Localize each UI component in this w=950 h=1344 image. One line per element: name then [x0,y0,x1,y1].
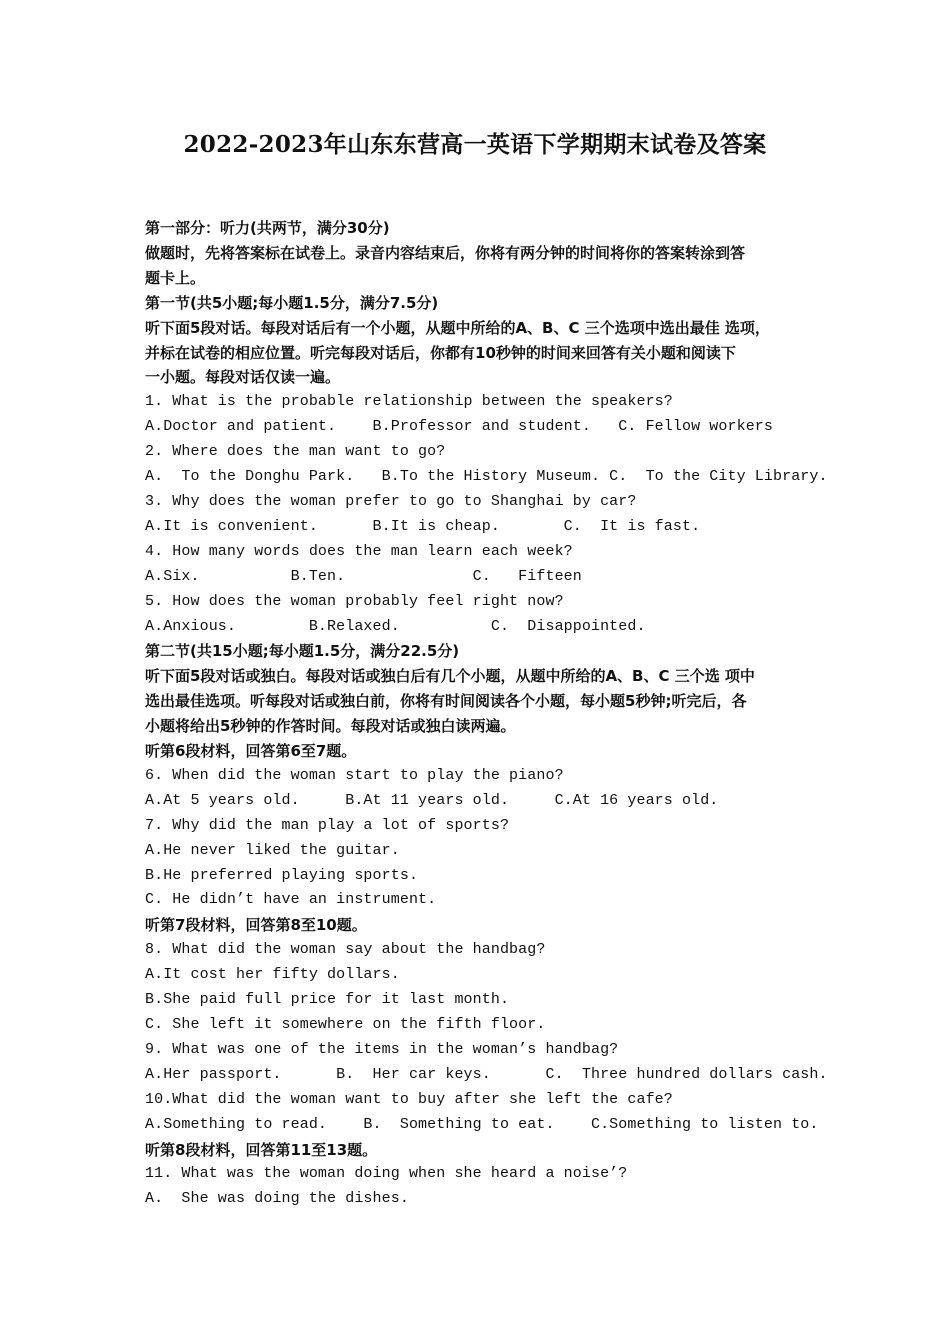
question-line: 9. What was one of the items in the woman’s handbag? [145,1040,619,1058]
question-line: C. He didn’t have an instrument. [145,891,437,909]
section-heading-line: 题卡上。 [145,268,206,287]
question-line: 6. When did the woman start to play the piano? [145,766,564,784]
section-heading-line: 做题时，先将答案标在试卷上。录音内容结束后，你将有两分钟的时间将你的答案转涂到答 [145,243,746,262]
question-line: 10.What did the woman want to buy after she left the cafe? [145,1090,673,1108]
section-heading-line: 小题将给出5秒钟的作答时间。每段对话或独白读两遍。 [145,717,516,736]
question-line: A.It is convenient. B.It is cheap. C. It is fast. [145,517,701,535]
document-body [145,216,828,1212]
question-line: A.It cost her fifty dollars. [145,966,400,984]
question-line: 5. How does the woman probably feel right now? [145,592,564,610]
section-heading-line: 选出最佳选项。听每段对话或独白前，你将有时间阅读各个小题，每小题5秒钟;听完后，各 [145,692,747,711]
question-line: A.Six. B.Ten. C. Fifteen [145,567,582,585]
section-heading-line: 听第8段材料，回答第11至13题。 [145,1140,378,1159]
question-line: A.He never liked the guitar. [145,841,400,859]
document-title: 2022-2023年山东东营高一英语下学期期末试卷及答案 [183,131,767,158]
question-line: A. To the Donghu Park. B.To the History Museum. C. To the City Library. [145,468,828,486]
question-line: A. She was doing the dishes. [145,1190,409,1208]
question-line: 3. Why does the woman prefer to go to Shanghai by car? [145,492,637,510]
question-line: 11. What was the woman doing when she heard a noise’? [145,1165,628,1183]
question-line: 4. How many words does the man learn each week? [145,542,573,560]
section-heading-line: 并标在试卷的相应位置。听完每段对话后，你都有10秒钟的时间来回答有关小题和阅读下 [145,343,736,362]
question-line: 1. What is the probable relationship between the speakers? [145,393,673,411]
section-heading-line: 听第7段材料，回答第8至10题。 [145,916,367,935]
section-heading-line: 一小题。每段对话仅读一遍。 [145,368,341,387]
question-line: C. She left it somewhere on the fifth floor. [145,1016,546,1033]
section-heading-line: 听下面5段对话或独白。每段对话或独白后有几个小题，从题中所给的A、B、C 三个选 项中 [145,667,755,686]
question-line: 7. Why did the man play a lot of sports? [145,816,510,834]
question-line: B.She paid full price for it last month. [145,991,510,1009]
question-line: 8. What did the woman say about the handbag? [145,941,546,959]
question-line: A.Doctor and patient. B.Professor and student. C. Fellow workers [145,418,774,436]
section-heading-line: 第一节(共5小题;每小题1.5分，满分7.5分) [145,293,439,312]
section-heading-line: 第一部分：听力(共两节，满分30分) [145,219,390,237]
question-line: A.Her passport. B. Her car keys. C. Three hundred dollars cash. [145,1065,828,1083]
question-line: B.He preferred playing sports. [145,866,419,884]
question-line: 2. Where does the man want to go? [145,443,446,461]
section-heading-line: 第二节(共15小题;每小题1.5分，满分22.5分) [145,642,460,661]
question-line: A.Anxious. B.Relaxed. C. Disappointed. [145,617,646,635]
section-heading-line: 听下面5段对话。每段对话后有一个小题，从题中所给的A、B、C 三个选项中选出最佳 选项， [145,318,770,337]
question-line: A.At 5 years old. B.At 11 years old. C.At 16 years old. [145,791,719,809]
section-heading-line: 听第6段材料，回答第6至7题。 [145,742,357,761]
question-line: A.Something to read. B. Something to eat. C.Something to listen to. [145,1115,819,1133]
